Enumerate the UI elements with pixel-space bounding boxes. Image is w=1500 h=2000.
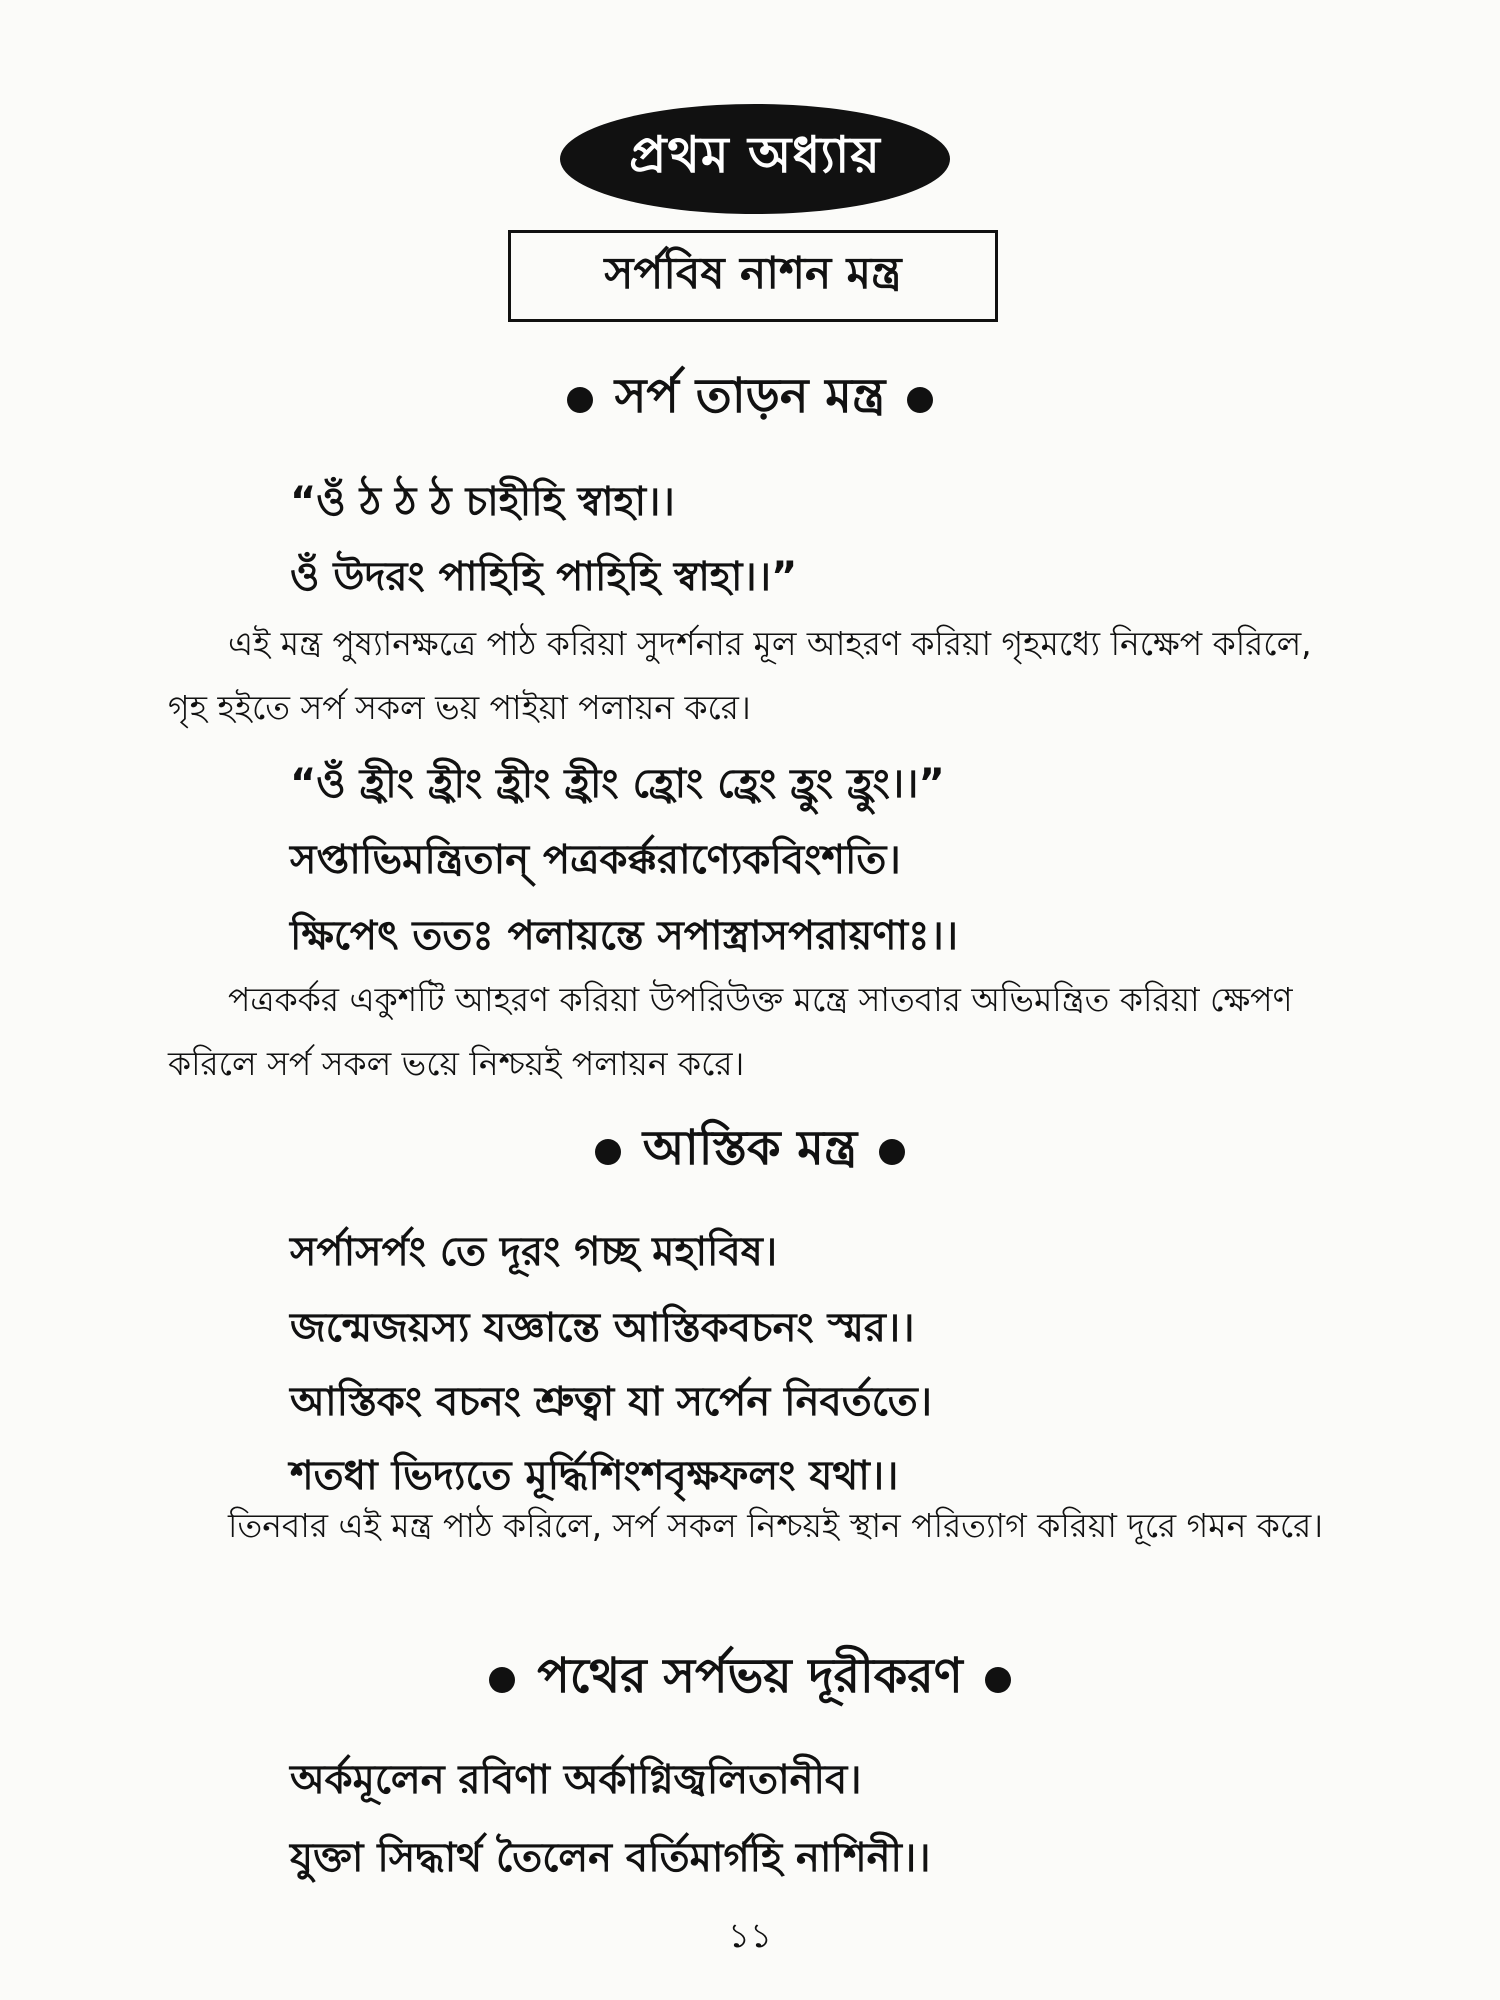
bullet-icon xyxy=(595,1139,621,1165)
mantra-line: অর্কমূলেন রবিণা অর্কাগ্নিজ্বলিতানীব। xyxy=(290,1757,862,1803)
section-heading-text: পথের সর্পভয় দূরীকরণ xyxy=(537,1648,963,1704)
bullet-icon xyxy=(489,1667,515,1693)
mantra-line: ক্ষিপেৎ ততঃ পলায়ন্তে সপাস্ত্রাসপরায়ণাঃ।। xyxy=(290,913,959,959)
mantra-line: আস্তিকং বচনং শ্রুত্বা যা সর্পেন নিবর্ততে। xyxy=(290,1379,933,1425)
bullet-icon xyxy=(567,387,593,413)
mantra-line: শতধা ভিদ্যতে মূর্দ্ধিশিংশবৃক্ষফলং যথা।। xyxy=(290,1453,899,1499)
mantra-line: “ওঁ ঠ ঠ ঠ চাহীহি স্বাহা।। xyxy=(290,479,675,525)
mantra-line: ওঁ উদরং পাহিহি পাহিহি স্বাহা।।” xyxy=(290,554,798,600)
section-heading-3 xyxy=(0,1640,1500,1719)
explanation-paragraph: তিনবার এই মন্ত্র পাঠ করিলে, সর্প সকল নিশ্চয়ই স্থান পরিত্যাগ করিয়া দূরে গমন করে। xyxy=(228,1506,1324,1545)
section-heading-2 xyxy=(0,1112,1500,1191)
chapter-title: সর্পবিষ নাশন মন্ত্র xyxy=(508,230,998,322)
mantra-line: সর্পাসর্পং তে দূরং গচ্ছ মহাবিষ। xyxy=(290,1229,778,1275)
mantra-line: সপ্তাভিমন্ত্রিতান্ পত্রকর্ক্করাণ্যেকবিংশতি। xyxy=(290,837,901,883)
mantra-line: যুক্তা সিদ্ধার্থ তৈলেন বর্তিমার্গহি নাশিনী।। xyxy=(290,1835,931,1881)
mantra-line: জন্মেজয়স্য যজ্ঞান্তে আস্তিকবচনং স্মর।। xyxy=(290,1305,915,1351)
bullet-icon xyxy=(907,387,933,413)
mantra-line: “ওঁ হ্রীং হ্রীং হ্রীং হ্রীং হ্রোং হ্রেং হ্রুং হ্রুং।।” xyxy=(290,761,945,807)
explanation-paragraph: পত্রকর্কর একুশটি আহরণ করিয়া উপরিউক্ত মন্ত্রে সাতবার অভিমন্ত্রিত করিয়া ক্ষেপণ করিলে সর্প সকল ভয়ে নিশ্চয়ই পলায়ন করে। xyxy=(168,980,1293,1083)
section-heading-1 xyxy=(0,360,1500,439)
section-heading-text: আস্তিক মন্ত্র xyxy=(642,1120,858,1176)
bullet-icon xyxy=(985,1667,1011,1693)
bullet-icon xyxy=(879,1139,905,1165)
page-number: ১১ xyxy=(727,1916,773,1956)
section-heading-text: সর্প তাড়ন মন্ত্র xyxy=(614,368,886,424)
chapter-label: প্রথম অধ্যায় xyxy=(560,104,950,214)
explanation-paragraph: এই মন্ত্র পুষ্যানক্ষত্রে পাঠ করিয়া সুদর্শনার মূল আহরণ করিয়া গৃহমধ্যে নিক্ষেপ করিলে, গৃহ হইতে সর্প সকল ভয় পাইয়া পলায়ন করে। xyxy=(168,624,1312,727)
